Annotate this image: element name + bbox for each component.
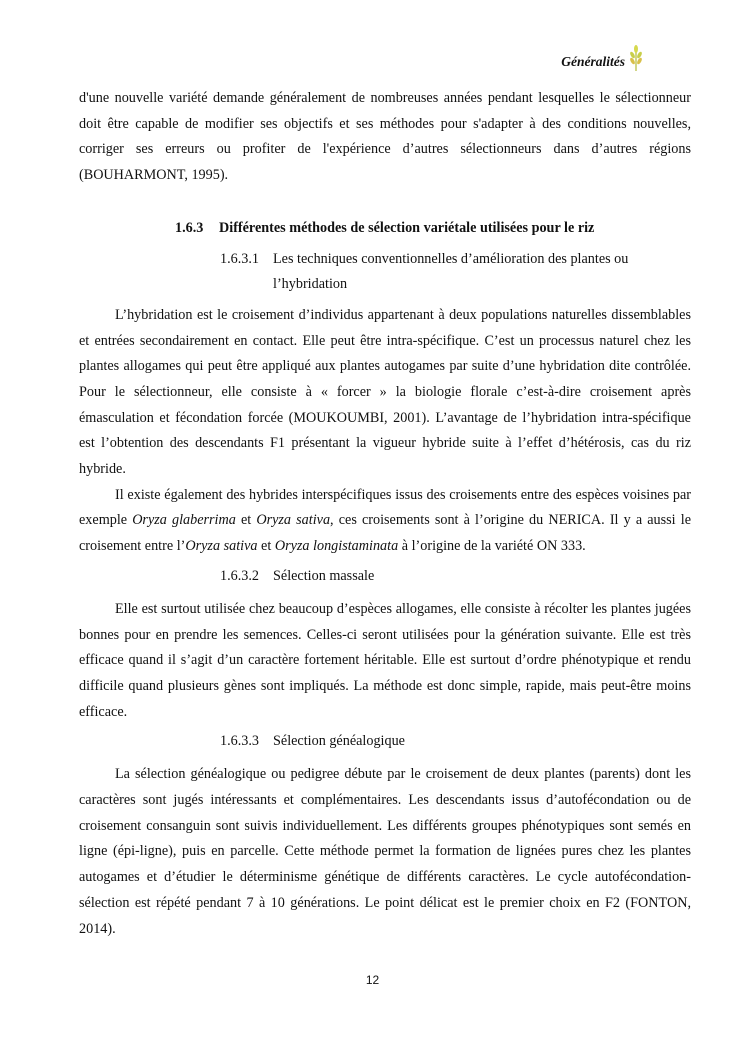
heading-number: 1.6.3.1 (220, 250, 260, 267)
heading-title: Sélection généalogique (273, 733, 405, 750)
heading-1-6-3 (175, 215, 691, 241)
text-run: et (257, 538, 275, 555)
paragraph-selection-genealogique: La sélection généalogique ou pedigree débute par le croisement de deux plantes (parents) dont les caractères sont jugés intéressants et complémentaires. Les descendants issus d’autofécondation ou de croisement consanguin sont suivis individuellement. Les différents groupes phénotypiques sont semés en ligne (épi-ligne), puis en parcelle. Cette méthode permet la formation de lignées pures chez les plantes autogames et d’étudier le déterminisme génétique de différents caractères. Le cycle autofécondation-sélection est répété pendant 7 à 10 générations. Le point délicat est le premier choix en F2 (FONTON, 2014). (79, 766, 691, 937)
heading-1-6-3-2 (220, 564, 691, 589)
header-title: Généralités (561, 54, 625, 69)
heading-title: Les techniques conventionnelles d’amélioration des plantes ou l’hybridation (273, 250, 629, 292)
paragraph-hybridation: L’hybridation est le croisement d’individus appartenant à deux populations naturelles dissemblables et entrées secondairement en contact. Elle peut être intra-spécifique. C’est un processus naturel chez les plantes allogames qui peut être appliqué aux plantes autogames par suite d’une hybridation dite contrôlée. Pour le sélectionneur, elle consiste à « forcer » la biologie florale c’est-à-dire croisement après émasculation et fécondation forcée (MOUKOUMBI, 2001). L’avantage de l’hybridation intra-spécifique est l’obtention des descendants F1 présentant la vigueur hybride suite à l’effet d’hétérosis, cas du riz hybride. (79, 306, 691, 478)
heading-title: Sélection massale (273, 567, 375, 584)
species-name: Oryza longistaminata (274, 538, 399, 555)
heading-number: 1.6.3.2 (220, 567, 260, 584)
paragraph-intro: d'une nouvelle variété demande généralement de nombreuses années pendant lesquelles le sélectionneur doit être capable de modifier ses objectifs et ses méthodes pour s'adapter à des conditions nouvelles, corriger ses erreurs ou profiter de l'expérience d’autres sélectionneurs dans d’autres régions (BOUHARMONT, 1995). (79, 90, 691, 184)
text-run: Il existe également des hybrides interspécifiques issus des croisements entre des espèces voisines par exemple (79, 486, 691, 529)
heading-title: Différentes méthodes de sélection variétale utilisées pour le riz (219, 219, 595, 236)
document-body (79, 86, 691, 942)
text-run: à l’origine de la variété ON 333. (398, 538, 586, 555)
heading-number: 1.6.3 (175, 219, 204, 236)
page-header (0, 52, 745, 74)
text-run: et (235, 512, 257, 529)
paragraph-selection-massale: Elle est surtout utilisée chez beaucoup d’espèces allogames, elle consiste à récolter les plantes jugées bonnes pour en prendre les semences. Celles-ci seront utilisées pour la génération suivante. Elle est très efficace quand il s’agit d’un caractère fortement héritable. Elle est surtout d’ordre phénotypique et rendu difficile quand plusieurs gènes sont impliqués. La méthode est donc simple, rapide, mais peut-être moins efficace. (79, 600, 691, 720)
heading-number: 1.6.3.3 (220, 733, 260, 750)
heading-1-6-3-1 (220, 247, 691, 297)
page-number: 12 (365, 973, 380, 987)
wheat-icon (627, 44, 645, 72)
species-name: Oryza sativa (256, 512, 331, 529)
species-name: Oryza sativa (185, 538, 258, 555)
paragraph-hybrides-interspecifiques (79, 483, 691, 560)
heading-1-6-3-3 (220, 729, 691, 754)
species-name: Oryza glaberrima (132, 512, 236, 529)
text-run: , ces croisements sont à l’origine du NERICA. Il y a aussi le croisement entre l’ (79, 512, 691, 555)
